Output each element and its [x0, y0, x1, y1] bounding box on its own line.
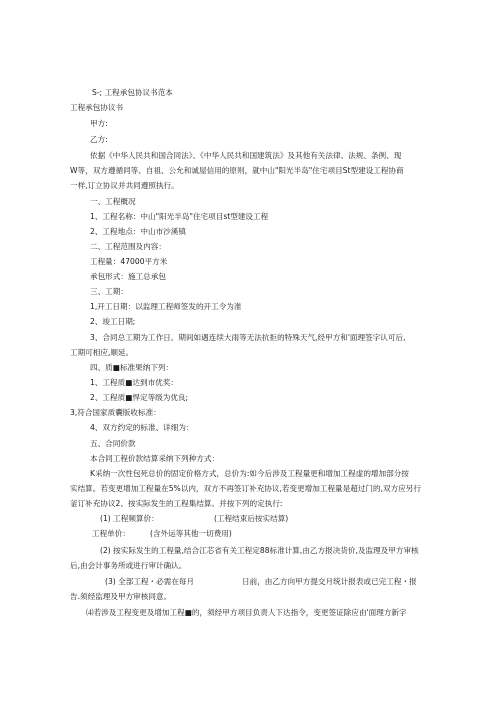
- preamble-line-3: 一样,订立协议并共同遵照执行。: [70, 181, 179, 190]
- clause-line: 承包形式：施工总承包: [90, 272, 166, 281]
- unit-price-note: (含外运等其他一切费用): [150, 529, 232, 538]
- clause-line: 4、双方约定的标准、详细为：: [90, 423, 194, 432]
- clause-line: (3) 全部工程・必需在每月: [105, 577, 195, 586]
- clause-line: 本合同工程价款结算采纳下列种方式：: [90, 454, 220, 463]
- document-title: 工程承包协议书: [70, 103, 124, 112]
- clause-line: 工期可相应,顺延。: [70, 348, 134, 357]
- header-note: S-; 工程承包协议书范本: [92, 88, 173, 97]
- section-heading: 三、工期：: [90, 287, 128, 296]
- clause-line: 实结算。若变更增加工程量在5%以内，双方不再签订补充协议,若变更增加工程量是超过门的,双方应另行: [70, 484, 421, 493]
- clause-line: 工程量：47000平方米: [90, 257, 168, 266]
- party-a-label: 甲方:: [90, 119, 108, 128]
- clause-line: 告.须经监理及甲方审核同意。: [70, 592, 172, 601]
- section-heading: 一、工程概况: [90, 197, 136, 206]
- section-heading: 四、质■标准果纳下列：: [90, 363, 174, 372]
- clause-line: 3,符合国家质囊版收标准：: [70, 408, 161, 417]
- budget-price-note: (工程结束后按实结算): [214, 514, 289, 523]
- clause-line: 日前，由乙方向甲方提交月统计报表或已完工程・报: [242, 577, 417, 586]
- preamble-line-2: W等，双方遵循同等、自祖、公允和诚屋信用的原则，就中山"阳光半岛"住宅项目St型建设工程协商: [70, 166, 404, 175]
- clause-line: 3、合同总工期为工作日。期间如遇连续大雨等无法抗拒的特殊天气,经甲方和'面理签字认可后,: [90, 333, 406, 342]
- clause-line: K采纳一次性包死总价的固定价格方式，总价为:如今后涉及工程量更和增加工程虚的增加部分按: [90, 469, 409, 478]
- clause-line: 1,开工日期：以监理工程师签发的开工令为准: [90, 302, 242, 311]
- preamble-line-1: 依据《中华人民共和国合同法》、《中华人民共和国建筑法》及其他有关法律、法规、条例、现: [90, 151, 402, 160]
- clause-line: ⑷若涉及工程变更及增加工程■的，须经甲方项目负责人下达指令，变更签证除应由'面理方新字: [86, 608, 407, 617]
- clause-line: 1、工程质■达到市优奖：: [90, 378, 178, 387]
- clause-line: 2、工程质■悍定等级为优良;: [90, 393, 189, 402]
- clause-line: 1、工程名称：中山"阳光半岛"住宅项目st型建设工程: [90, 212, 269, 221]
- clause-line: (2) 按实际发生的工程量,结合江芯省有关工程定88标准计算,由乙方报决货价,及监理及甲方审核: [100, 546, 419, 555]
- clause-line: 釜订补充协议2、按实际发生的工程集结算。并按下列的定执行:: [70, 499, 283, 508]
- unit-price-label: 工程单价：: [92, 529, 130, 538]
- party-b-label: 乙方:: [90, 135, 108, 144]
- section-heading: 二、工程范围及内容：: [90, 242, 166, 251]
- section-heading: 五、合同价款: [90, 439, 136, 448]
- clause-line: 2、竣工日期;: [90, 317, 136, 326]
- budget-price-label: (1) 工程频算价：: [100, 514, 159, 523]
- clause-line: 2、工程地点：中山市沙溪镇: [90, 227, 186, 236]
- clause-line: 后,由会计事务所或进行审计确认。: [70, 561, 187, 570]
